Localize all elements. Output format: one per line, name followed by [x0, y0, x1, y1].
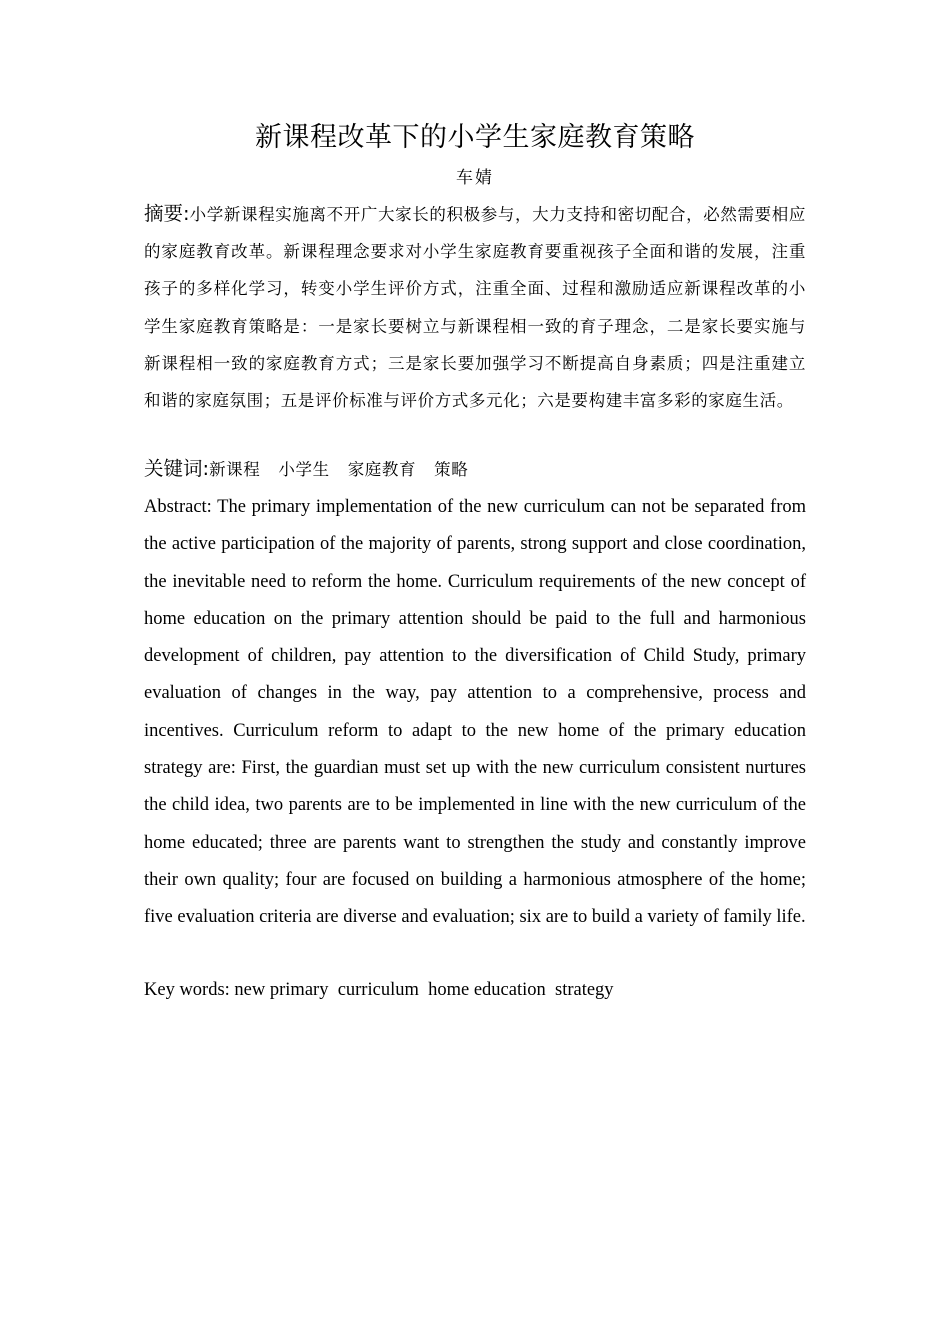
english-keywords: Key words: new primary curriculum home education strategy	[144, 980, 614, 1000]
paper-title: 新课程改革下的小学生家庭教育策略	[255, 122, 695, 153]
paper-author: 车婧	[456, 168, 494, 188]
chinese-keywords	[144, 452, 806, 487]
chinese-keywords-label: 关键词:	[144, 457, 210, 480]
english-abstract: Abstract: The primary implementation of the new curriculum can not be separated from the active participation of the majority of parents, strong support and close coordination, the inevitable need to reform the home. Curriculum requirements of the new concept of home education on the primary attention should be paid to the full and harmonious development of children, pay attention to the diversification of Child Study, primary evaluation of changes in the way, pay attention to a comprehensive, process and incentives. Curriculum reform to adapt to the new home of the primary education strategy are: First, the guardian must set up with the new curriculum consistent nurtures the child idea, two parents are to be implemented in line with the new curriculum of the home educated; three are parents want to strengthen the study and constantly improve their own quality; four are focused on building a harmonious atmosphere of the home; five evaluation criteria are diverse and evaluation; six are to build a variety of family life.	[144, 497, 806, 928]
chinese-keyword: 小学生	[278, 460, 330, 479]
chinese-keyword: 新课程	[209, 460, 261, 479]
chinese-abstract	[144, 195, 806, 419]
chinese-abstract-text: 小学新课程实施离不开广大家长的积极参与，大力支持和密切配合，必然需要相应的家庭教育改革。新课程理念要求对小学生家庭教育要重视孩子全面和谐的发展，注重孩子的多样化学习，转变小学生评价方式，注重全面、过程和激励适应新课程改革的小学生家庭教育策略是：一是家长要树立与新课程相一致的育子理念，二是家长要实施与新课程相一致的家庭教育方式；三是家长要加强学习不断提高自身素质；四是注重建立和谐的家庭氛围；五是评价标准与评价方式多元化；六是要构建丰富多彩的家庭生活。	[144, 205, 806, 411]
chinese-keyword: 策略	[434, 460, 469, 479]
chinese-abstract-label: 摘要:	[144, 202, 190, 225]
chinese-keyword: 家庭教育	[347, 460, 417, 479]
